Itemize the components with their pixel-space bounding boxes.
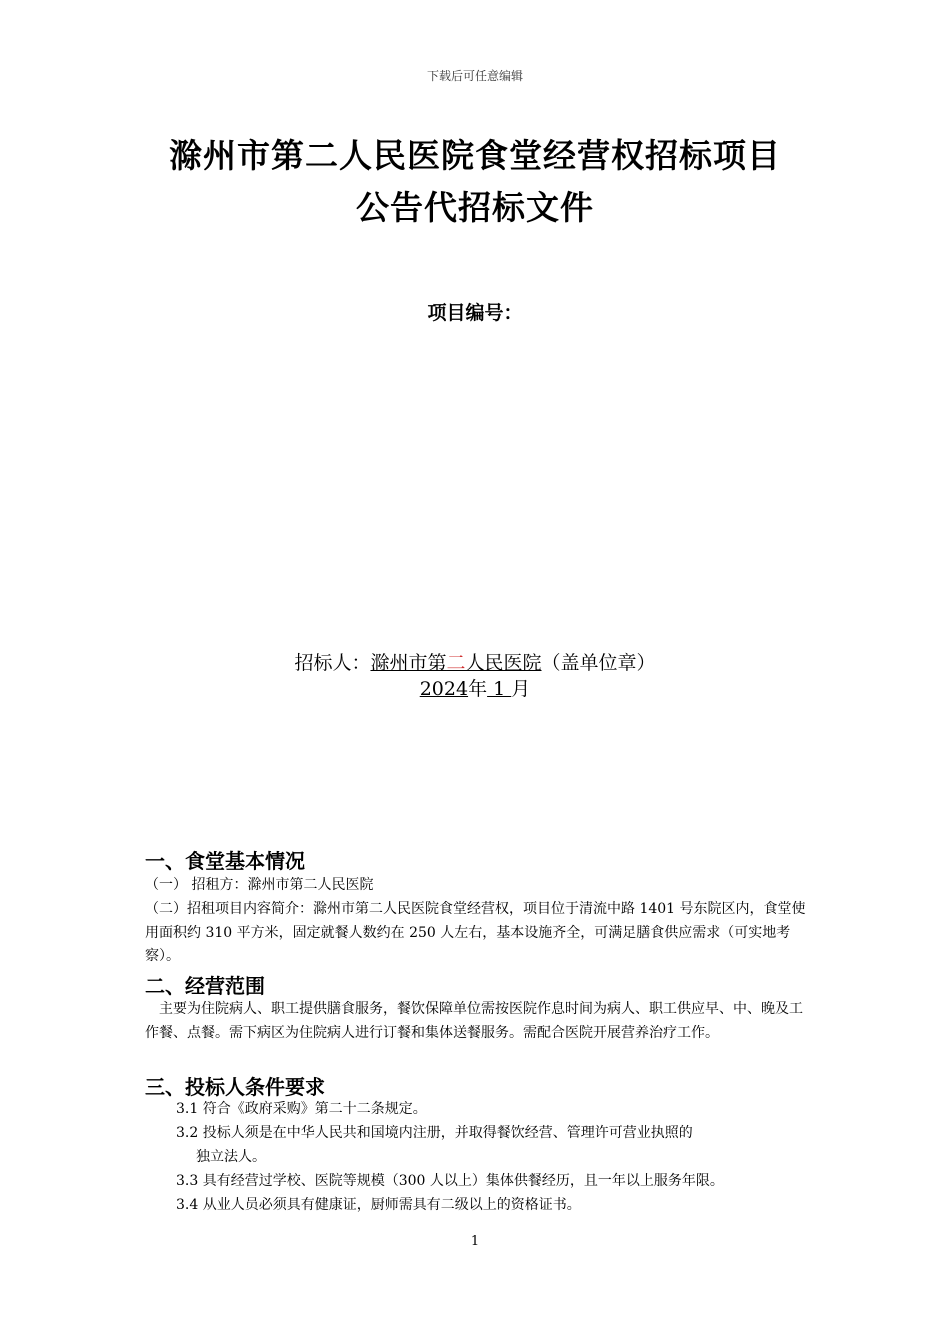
tenderer-name (370, 652, 541, 674)
section1-heading: 一、食堂基本情况 (145, 849, 305, 873)
requirement-item: 3.4 从业人员必须具有健康证，厨师需具有二级以上的资格证书。 (176, 1197, 581, 1213)
requirement-item: 3.2 投标人须是在中华人民共和国境内注册，并取得餐饮经营、管理许可营业执照的 (176, 1125, 693, 1141)
tenderer-name-part2: 二 (446, 652, 466, 674)
tenderer-line (0, 648, 950, 675)
section2-heading: 二、经营范围 (145, 974, 265, 998)
date-month: 1 (487, 678, 512, 700)
date-year: 2024 (419, 678, 469, 700)
section1-paragraph2: （二）招租项目内容简介：滁州市第二人民医院食堂经营权，项目位于清流中路 1401 号东院区内，食堂使用面积约 310 平方米，固定就餐人数约在 250 人左右，基本设施齐全，可满足膳食供应需求（可实地考察）。 (145, 901, 806, 964)
requirement-item-continuation: 独立法人。 (196, 1149, 266, 1165)
requirement-item: 3.3 具有经营过学校、医院等规模（300 人以上）集体供餐经历，且一年以上服务年限。 (176, 1173, 724, 1189)
header-note: 下载后可任意编辑 (426, 69, 523, 83)
date-year-suffix: 年 (468, 678, 488, 700)
tenderer-name-part3: 人民医院 (465, 652, 542, 674)
document-title-line2: 公告代招标文件 (356, 188, 594, 227)
date-month-suffix: 月 (511, 678, 531, 700)
section3-heading: 三、投标人条件要求 (145, 1075, 325, 1099)
issue-date (0, 674, 950, 701)
tenderer-seal-note: （盖单位章） (541, 652, 656, 674)
section1-paragraph1: （一） 招租方：滁州市第二人民医院 (145, 877, 374, 893)
requirement-item: 3.1 符合《政府采购》第二十二条规定。 (176, 1101, 427, 1117)
section2-paragraph1: 主要为住院病人、职工提供膳食服务，餐饮保障单位需按医院作息时间为病人、职工供应早、中、晚及工作餐、点餐。需下病区为住院病人进行订餐和集体送餐服务。需配合医院开展营养治疗工作。 (145, 1001, 803, 1041)
project-number-label: 项目编号： (427, 302, 523, 324)
tenderer-name-part1: 滁州市第 (370, 652, 447, 674)
document-title-line1: 滁州市第二人民医院食堂经营权招标项目 (169, 136, 781, 175)
page-number: 1 (470, 1234, 480, 1249)
tenderer-label: 招标人： (294, 652, 371, 674)
